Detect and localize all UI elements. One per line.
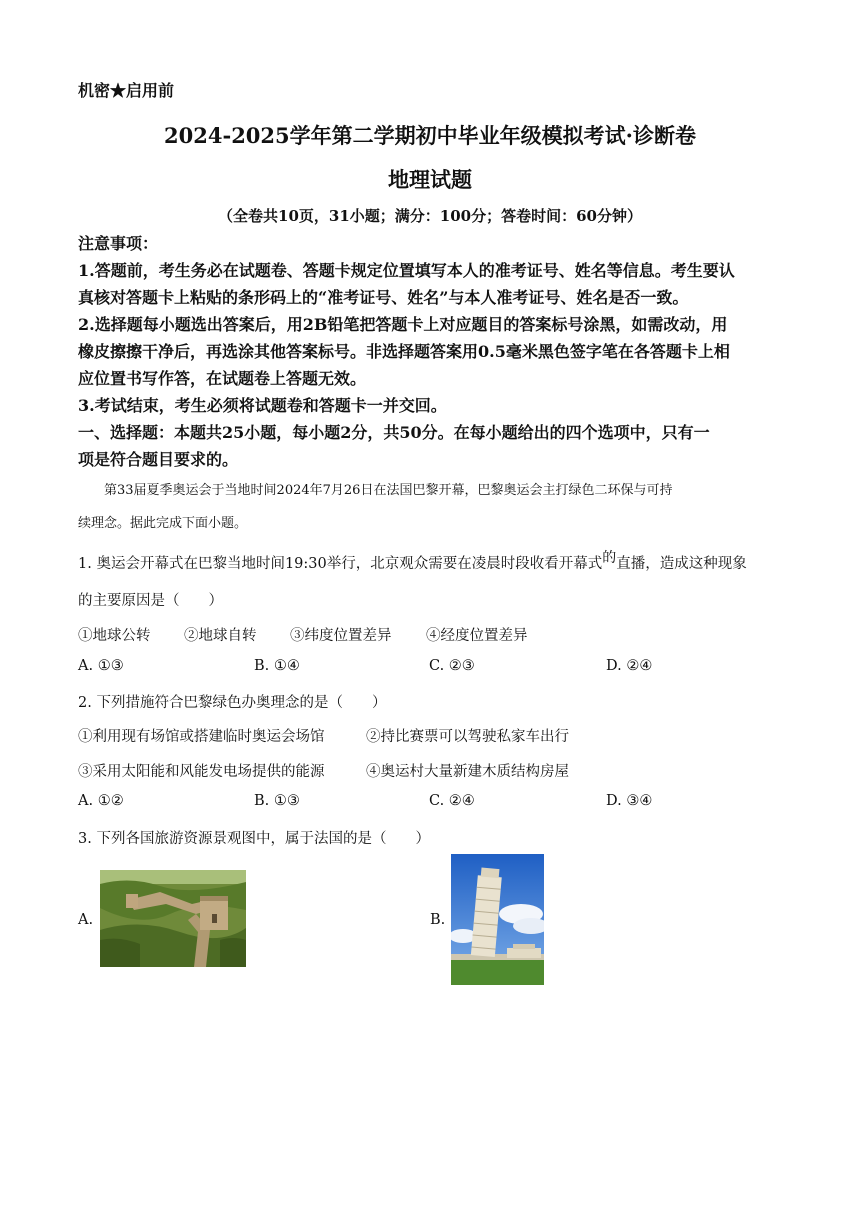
notice-line: 2.选择题每小题选出答案后，用2B铅笔把答题卡上对应题目的答案标号涂黑，如需改动，用 bbox=[78, 315, 728, 334]
question-2-option-d[interactable]: D. ③④ bbox=[606, 793, 653, 809]
question-1-option-c[interactable]: C. ②③ bbox=[429, 658, 475, 674]
notice-line: 1.答题前，考生务必在试题卷、答题卡规定位置填写本人的准考证号、姓名等信息。考生要认 bbox=[78, 261, 735, 280]
great-wall-photo[interactable] bbox=[100, 870, 246, 967]
great-wall-illustration bbox=[100, 870, 246, 967]
question-2-item: ④奥运村大量新建木质结构房屋 bbox=[366, 764, 569, 780]
question-1-item: ①地球公转 bbox=[78, 628, 151, 644]
question-1-stem: 的主要原因是（ ） bbox=[78, 593, 223, 609]
leaning-tower-photo[interactable] bbox=[451, 854, 544, 985]
question-3-option-a-label[interactable]: A. bbox=[78, 912, 94, 928]
subject-title: 地理试题 bbox=[388, 167, 472, 192]
question-1-option-b[interactable]: B. ①④ bbox=[254, 658, 300, 674]
question-1-stem: 1. 奥运会开幕式在巴黎当地时间19:30举行，北京观众需要在凌晨时段收看开幕式的直播，造成这种现象 bbox=[78, 550, 747, 572]
notice-line: 真核对答题卡上粘贴的条形码上的“准考证号、姓名”与本人准考证号、姓名是否一致。 bbox=[78, 288, 689, 307]
question-3-option-b-label[interactable]: B. bbox=[430, 912, 446, 928]
question-1-item: ②地球自转 bbox=[184, 628, 257, 644]
question-2-option-c[interactable]: C. ②④ bbox=[429, 793, 475, 809]
notice-line: 3.考试结束，考生必须将试题卷和答题卡一并交回。 bbox=[78, 396, 447, 415]
passage-line: 第33届夏季奥运会于当地时间2024年7月26日在法国巴黎开幕，巴黎奥运会主打绿色二环保与可持 bbox=[104, 483, 673, 498]
section-heading: 一、选择题：本题共25小题，每小题2分，共50分。在每小题给出的四个选项中，只有一 bbox=[78, 423, 710, 442]
passage-line: 续理念。据此完成下面小题。 bbox=[78, 516, 248, 531]
question-2-option-b[interactable]: B. ①③ bbox=[254, 793, 300, 809]
question-2-item: ②持比赛票可以驾驶私家车出行 bbox=[366, 729, 569, 745]
question-2-item: ①利用现有场馆或搭建临时奥运会场馆 bbox=[78, 729, 325, 745]
notice-heading: 注意事项： bbox=[78, 234, 159, 253]
question-1-item: ④经度位置差异 bbox=[426, 628, 528, 644]
exam-info: （全卷共10页，31小题；满分：100分；答卷时间：60分钟） bbox=[218, 207, 642, 225]
question-3-stem: 3. 下列各国旅游资源景观图中，属于法国的是（ ） bbox=[78, 831, 430, 847]
question-1-option-d[interactable]: D. ②④ bbox=[606, 658, 653, 674]
notice-line: 橡皮擦擦干净后，再选涂其他答案标号。非选择题答案用0.5毫米黑色签字笔在各答题卡上相 bbox=[78, 342, 730, 361]
question-2-stem: 2. 下列措施符合巴黎绿色办奥理念的是（ ） bbox=[78, 695, 387, 711]
notice-line: 应位置书写作答，在试题卷上答题无效。 bbox=[78, 369, 367, 388]
confidential-mark: 机密★启用前 bbox=[78, 81, 175, 100]
question-2-option-a[interactable]: A. ①② bbox=[78, 793, 124, 809]
exam-title: 2024-2025学年第二学期初中毕业年级模拟考试·诊断卷 bbox=[164, 123, 696, 148]
section-heading: 项是符合题目要求的。 bbox=[78, 450, 239, 469]
question-1-option-a[interactable]: A. ①③ bbox=[78, 658, 124, 674]
question-2-item: ③采用太阳能和风能发电场提供的能源 bbox=[78, 764, 325, 780]
question-1-item: ③纬度位置差异 bbox=[290, 628, 392, 644]
leaning-tower-illustration bbox=[451, 854, 544, 985]
